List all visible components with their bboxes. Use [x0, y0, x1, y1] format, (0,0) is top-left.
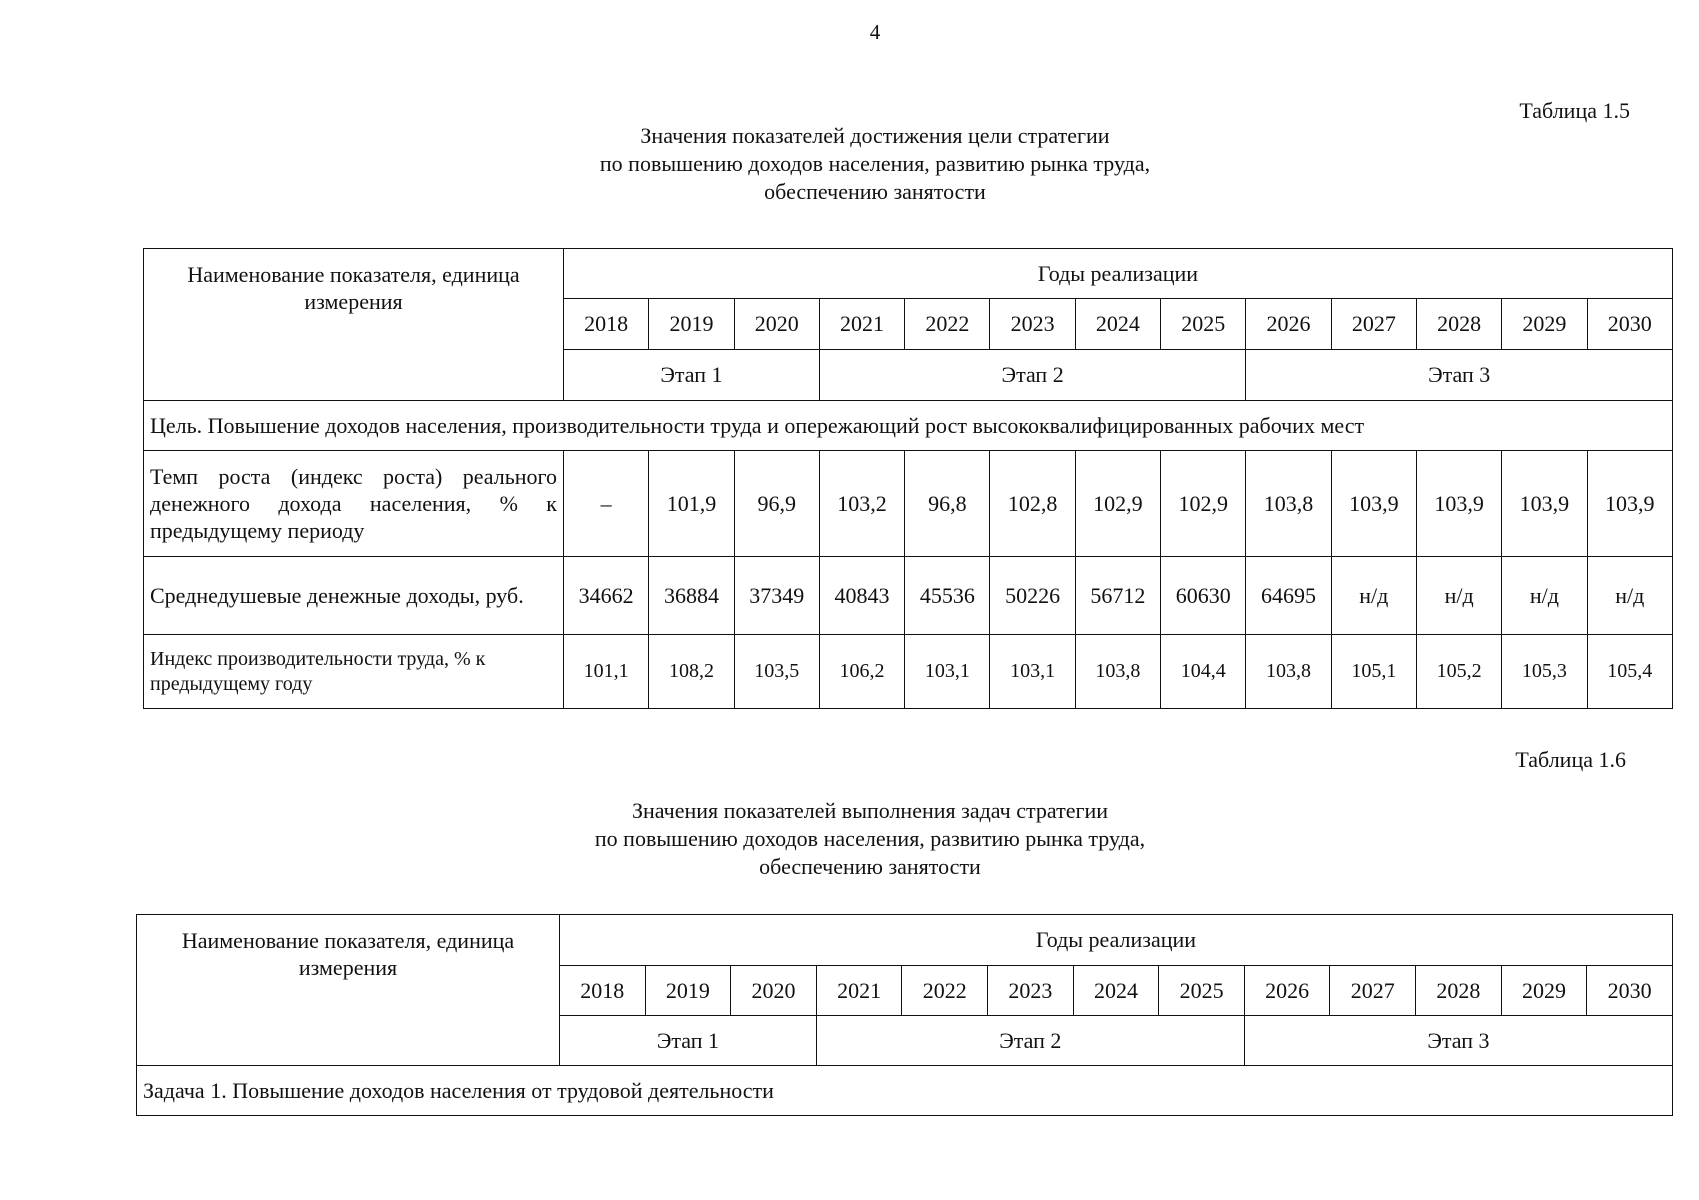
stage-cell: Этап 1	[564, 350, 820, 401]
tasks-table	[136, 914, 1673, 1116]
value-cell: н/д	[1502, 557, 1587, 635]
value-cell: 103,8	[1246, 635, 1331, 709]
value-cell: 101,1	[564, 635, 649, 709]
value-cell: 106,2	[819, 635, 904, 709]
year-cell: 2020	[731, 966, 817, 1016]
year-cell: 2025	[1161, 299, 1246, 350]
value-cell: 103,9	[1331, 451, 1416, 557]
value-cell: 103,1	[990, 635, 1075, 709]
indicator-name: Среднедушевые денежные доходы, руб.	[144, 557, 564, 635]
value-cell: 103,9	[1587, 451, 1672, 557]
year-cell: 2021	[819, 299, 904, 350]
value-cell: 103,8	[1075, 635, 1160, 709]
value-cell: 103,9	[1416, 451, 1501, 557]
year-cell: 2030	[1587, 966, 1673, 1016]
table-heading	[0, 797, 1699, 881]
year-cell: 2027	[1330, 966, 1416, 1016]
heading-line: обеспечению занятости	[764, 179, 986, 204]
task-row: Задача 1. Повышение доходов населения от трудовой деятельности	[137, 1066, 1673, 1116]
value-cell: 103,9	[1502, 451, 1587, 557]
name-column-header: Наименование показателя, единица измерения	[144, 249, 564, 401]
year-cell: 2026	[1246, 299, 1331, 350]
indicator-name: Индекс производительности труда, % к предыдущему году	[144, 635, 564, 709]
year-cell: 2019	[645, 966, 731, 1016]
value-cell: 103,5	[734, 635, 819, 709]
indicator-name: Темп роста (индекс роста) реального денежного дохода населения, % к предыдущему периоду	[144, 451, 564, 557]
heading-line: Значения показателей выполнения задач стратегии	[631, 798, 1109, 823]
value-cell: 50226	[990, 557, 1075, 635]
value-cell: 36884	[649, 557, 734, 635]
value-cell: 103,2	[819, 451, 904, 557]
heading-line: по повышению доходов населения, развитию рынка труда,	[594, 826, 1146, 851]
value-cell: 102,8	[990, 451, 1075, 557]
value-cell: 102,9	[1075, 451, 1160, 557]
table-label: Таблица 1.6	[1515, 747, 1626, 772]
year-cell: 2024	[1075, 299, 1160, 350]
year-cell: 2029	[1502, 299, 1587, 350]
value-cell: н/д	[1416, 557, 1501, 635]
value-cell: 105,2	[1416, 635, 1501, 709]
value-cell: 103,8	[1246, 451, 1331, 557]
value-cell: 34662	[564, 557, 649, 635]
value-cell: 96,8	[905, 451, 990, 557]
year-cell: 2018	[564, 299, 649, 350]
value-cell: 105,1	[1331, 635, 1416, 709]
value-cell: 60630	[1161, 557, 1246, 635]
value-cell: 64695	[1246, 557, 1331, 635]
stage-cell: Этап 3	[1246, 350, 1673, 401]
year-cell: 2019	[649, 299, 734, 350]
name-column-header: Наименование показателя, единица измерения	[137, 915, 560, 1066]
year-cell: 2022	[902, 966, 988, 1016]
value-cell: 108,2	[649, 635, 734, 709]
year-cell: 2025	[1159, 966, 1245, 1016]
table-label: Таблица 1.5	[1519, 98, 1630, 123]
year-cell: 2023	[988, 966, 1074, 1016]
year-cell: 2026	[1244, 966, 1330, 1016]
heading-line: обеспечению занятости	[759, 854, 981, 879]
table-heading	[0, 122, 1699, 206]
value-cell: 103,1	[905, 635, 990, 709]
goal-row: Цель. Повышение доходов населения, производительности труда и опережающий рост высококвалифицированных рабочих мест	[144, 401, 1673, 451]
year-cell: 2030	[1587, 299, 1672, 350]
year-cell: 2029	[1501, 966, 1587, 1016]
value-cell: –	[564, 451, 649, 557]
heading-line: Значения показателей достижения цели стратегии	[640, 123, 1110, 148]
stage-cell: Этап 2	[816, 1016, 1244, 1066]
indicators-table	[143, 248, 1673, 709]
value-cell: н/д	[1587, 557, 1672, 635]
value-cell: 45536	[905, 557, 990, 635]
value-cell: 102,9	[1161, 451, 1246, 557]
value-cell: 105,3	[1502, 635, 1587, 709]
heading-line: по повышению доходов населения, развитию рынка труда,	[599, 151, 1151, 176]
value-cell: 105,4	[1587, 635, 1672, 709]
years-header: Годы реализации	[560, 915, 1673, 966]
year-cell: 2024	[1073, 966, 1159, 1016]
value-cell: 104,4	[1161, 635, 1246, 709]
stage-cell: Этап 2	[819, 350, 1245, 401]
page-number: 4	[869, 20, 881, 44]
year-cell: 2027	[1331, 299, 1416, 350]
stage-cell: Этап 1	[560, 1016, 817, 1066]
value-cell: 56712	[1075, 557, 1160, 635]
year-cell: 2020	[734, 299, 819, 350]
year-cell: 2023	[990, 299, 1075, 350]
year-cell: 2028	[1416, 299, 1501, 350]
year-cell: 2018	[560, 966, 646, 1016]
stage-cell: Этап 3	[1244, 1016, 1672, 1066]
year-cell: 2021	[816, 966, 902, 1016]
value-cell: 40843	[819, 557, 904, 635]
years-header: Годы реализации	[564, 249, 1673, 299]
value-cell: н/д	[1331, 557, 1416, 635]
year-cell: 2022	[905, 299, 990, 350]
year-cell: 2028	[1416, 966, 1502, 1016]
value-cell: 37349	[734, 557, 819, 635]
value-cell: 101,9	[649, 451, 734, 557]
value-cell: 96,9	[734, 451, 819, 557]
